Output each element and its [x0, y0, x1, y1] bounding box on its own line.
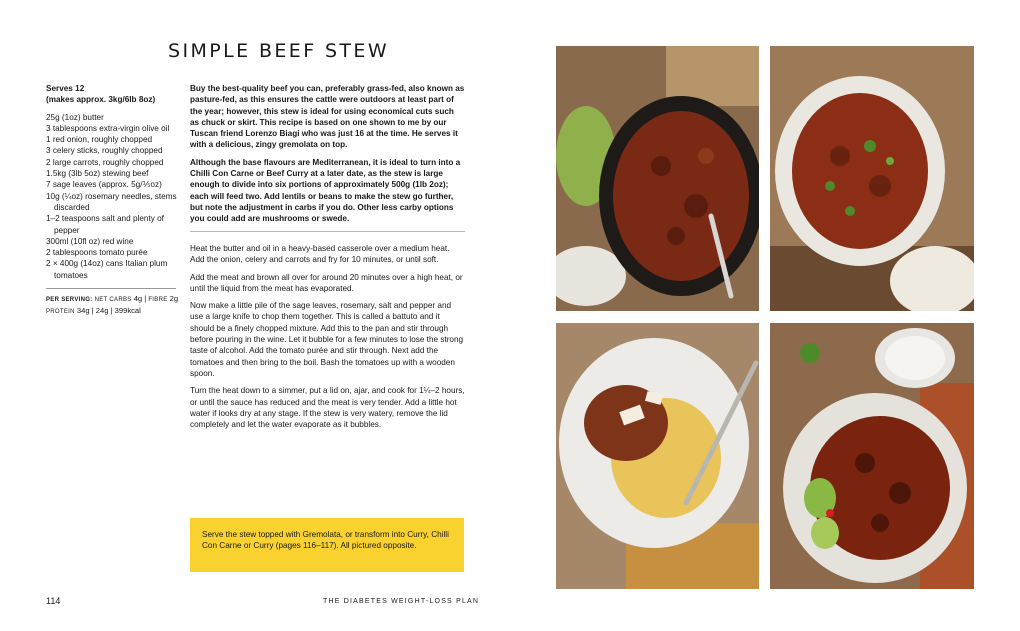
ingredient-list [46, 112, 180, 281]
stew-surface [613, 111, 749, 281]
yield-amount: (makes approx. 3kg/6lb 8oz) [46, 95, 156, 105]
ingredients-divider [46, 288, 176, 289]
photo-stew-casserole-pot [556, 46, 759, 311]
nutrition-label: PER SERVING: [46, 297, 93, 304]
ingredient-item: 2 × 400g (14oz) cans Italian plum tomatoes [46, 259, 168, 280]
meat-chunk [830, 146, 850, 166]
meat-chunk [698, 148, 714, 164]
meat-chunk [684, 194, 708, 218]
ingredient-item: 1 red onion, roughly chopped [46, 135, 153, 145]
ingredient-item: 2 tablespoons tomato purée [46, 248, 148, 258]
meat-chunk [667, 227, 685, 245]
ingredient-item: 10g (¼oz) rosemary needles, stems discarded [46, 191, 177, 212]
ingredient-item: 2 large carrots, roughly chopped [46, 157, 164, 167]
page-number: 114 [46, 596, 61, 606]
pasta-plate-illustration [556, 323, 759, 589]
fibre-value: 2g [169, 294, 179, 304]
method-step: Heat the butter and oil in a heavy-based casserole over a medium heat. Add the onion, celery and carrots and fry for 10 minutes, or until soft. [190, 244, 450, 265]
herb-leaf [825, 181, 835, 191]
method-step: Turn the heat down to a simmer, put a lid on, ajar, and cook for 1¼–2 hours, or until the sauce has reduced and the meat is very tender. Add a little hot water if looks dry at any stage. If the stew is very watery, remove the lid completely and let the water evaporate as it bubbles. [190, 386, 465, 430]
kidney-bean [889, 482, 911, 504]
ingredient-item: 1–2 teaspoons salt and plenty of pepper [46, 214, 164, 235]
ingredient-item: 3 celery sticks, roughly chopped [46, 146, 163, 156]
sour-cream [885, 336, 945, 380]
ingredient-item: 25g (1oz) butter [46, 112, 104, 122]
ingredient-item: 300ml (10fl oz) red wine [46, 236, 134, 246]
ingredient-item: 3 tablespoons extra-virgin olive oil [46, 123, 170, 133]
ingredient-item: 7 sage leaves (approx. 5g/⅕oz) [46, 180, 162, 190]
chilli-slice [826, 509, 834, 517]
nutrition-info: PER SERVING: NET CARBS 4g | FIBRE 2g PROTEIN 34g | 24g | 399kcal [46, 294, 179, 315]
meat-chunk [869, 175, 891, 197]
book-title-footer: THE DIABETES WEIGHT-LOSS PLAN [323, 598, 480, 605]
herb-leaf [864, 140, 876, 152]
carbs-value: 4g [133, 294, 143, 304]
gremolata-bowl-illustration [770, 46, 974, 311]
fibre-label: FIBRE [148, 297, 168, 304]
method-text [190, 243, 465, 436]
herb-leaf [845, 206, 855, 216]
stew-surface [792, 93, 928, 249]
section-divider [190, 231, 465, 232]
ingredient-item: 1.5kg (3lb 5oz) stewing beef [46, 169, 149, 179]
serving-callout: Serve the stew topped with Gremolata, or transform into Curry, Chilli Con Carne or Curry (pages 116–117). All pictured opposite. [190, 518, 464, 572]
chilli-bowl-illustration [770, 323, 974, 589]
serves-count: Serves 12 [46, 84, 85, 93]
intro-paragraph: Although the base flavours are Mediterranean, it is ideal to turn into a Chilli Con Carne or Beef Curry at a later date, as the stew is large enough to divide into six portions of approximately 500g (1lb 2oz); each will feed two. Add lentils or beans to make the stew go further, but note the adjustment in carbs if you do. Other less carby options you could add are mushrooms or swede. [190, 157, 461, 224]
kcal-value: 399kcal [114, 305, 141, 315]
method-step: Add the meat and brown all over for around 20 minutes over a high heat, or until the liquid from the meat has evaporated. [190, 272, 463, 293]
stew-pot-illustration [556, 46, 759, 311]
photo-stew-pasta-plate [556, 323, 759, 589]
lime-wedge [811, 517, 839, 549]
photo-chilli-con-carne-bowl [770, 323, 974, 589]
kidney-bean [855, 453, 875, 473]
ingredients-column [46, 83, 180, 317]
photo-stew-gremolata-bowl [770, 46, 974, 311]
coriander-leaf [800, 343, 820, 363]
kidney-bean [871, 514, 889, 532]
protein-value: 34g [76, 305, 90, 315]
method-step: Now make a little pile of the sage leaves, rosemary, salt and pepper and use a large knife to chop them together. This is called a battuto and it should be a finely chopped mixture. Add this to the pan and stir through before pouring in the wine. Let it bubble for a few minutes to lose the strong taste of alcohol. Add the tomato purée and stir through. Next add the tomatoes and then bring to the boil. Bash the tomatoes up with a wooden spoon. [190, 301, 464, 378]
intro-paragraph: Buy the best-quality beef you can, preferably grass-fed, also known as pasture-fed, as this ensures the cattle were outdoors at least part of the year; however, this stew is ideal for using economical cuts such as chuck or skirt. This recipe is based on one shown to me by our Tuscan friend Lorenzo Biagi who was just 16 at the time. He serves it with a delicious, zingy gremolata on top. [190, 84, 465, 150]
meat-chunk [651, 156, 671, 176]
recipe-title: SIMPLE BEEF STEW [168, 40, 390, 62]
protein-label: PROTEIN [46, 308, 75, 315]
fat-value: 24g [95, 305, 109, 315]
intro-text [190, 83, 465, 231]
carbs-label: NET CARBS [94, 297, 132, 304]
chilli-slice [886, 157, 894, 165]
